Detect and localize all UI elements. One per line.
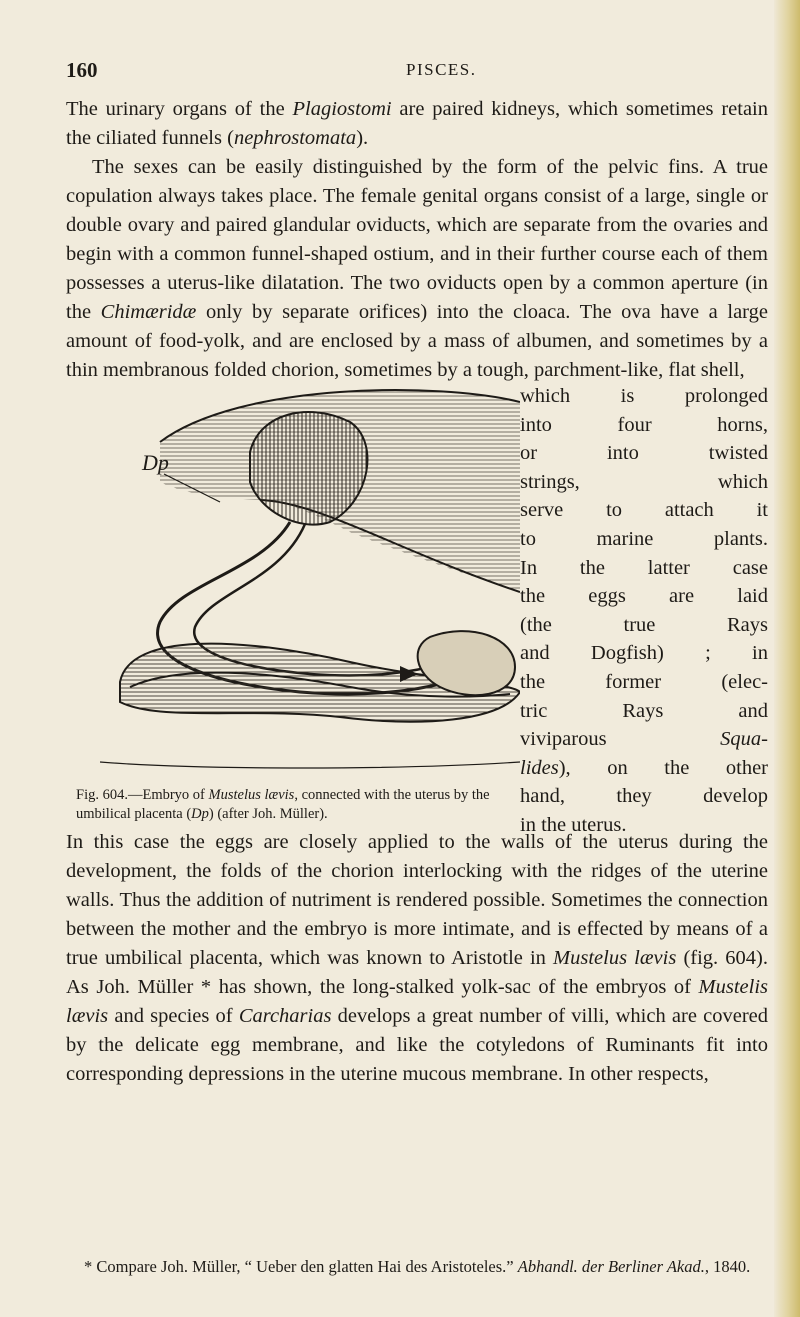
paragraph-placenta: In this case the eggs are closely applied to the walls of the uterus during the development, the folds of the chorion interlocking with the ridges of the uterine walls. Thus the addition of nutriment is rendered possible. Sometimes the connection between the mother and the embryo is more intimate, and is effected by means of a true umbilical placenta, which was known to Aristotle in Mustelus lævis (fig. 604). As Joh. Müller * has shown, the long-stalked yolk-sac of the embryos of Mustelis lævis and species of Carcharias develops a great number of villi, which are covered by the delicate egg membrane, and like the cotyledons of Ruminants fit into corresponding depressions in the uterine mucous membrane. In other respects, [66,831,768,1085]
running-head: PISCES. [406,60,477,79]
wrap-line: strings, which [520,470,768,493]
page-edge [774,0,800,1317]
page-number: 160 [66,58,98,82]
placenta [250,412,367,525]
figure-label-dp: Dp [142,450,169,475]
wrapped-text-column [520,382,768,840]
bottom-paragraph [66,828,768,1089]
wrap-line: tric Rays and [520,699,768,722]
wrap-line: in the uterus. [520,813,627,836]
page-header [66,58,766,82]
wrap-line: and Dogfish) ; in [520,642,768,665]
wrap-line: into four horns, [520,413,768,436]
footnote: * Compare Joh. Müller, “ Ueber den glatten Hai des Aristoteles.” Abhandl. der Berliner Akad., 1840. [84,1257,751,1276]
wrap-line: which is prolonged [520,385,768,407]
wrap-line: lides), on the other [520,756,768,779]
wrap-line: the former (elec- [520,670,768,693]
wrap-line: the eggs are laid [520,585,768,608]
wrap-line: serve to attach it [520,499,768,522]
figure-caption: Fig. 604.—Embryo of Mustelus lævis, connected with the uterus by the umbilical placenta (Dp) (after Joh. Müller). [76,787,490,822]
wrap-line: (the true Rays [520,613,768,636]
figure-604-embryo-illustration [100,382,520,774]
wrap-line: In the latter case [520,556,768,579]
wrap-line: viviparous Squa- [520,728,768,751]
wrap-line: to marine plants. [520,527,768,550]
wrap-line: or into twisted [520,442,768,465]
top-paragraphs [66,95,768,385]
wrap-line: hand, they develop [520,785,768,808]
paragraph-sexes: The sexes can be easily distinguished by the form of the pelvic fins. A true copulation always takes place. The female genital organs consist of a large, single or double ovary and paired glandular oviducts, which are separate from the ovaries and begin with a common funnel-shaped ostium, and in their further course each of them possesses a uterus-like dilatation. The two oviducts open by a common aperture (in the Chimæridæ only by separate orifices) into the cloaca. The ova have a large amount of food-yolk, and are enclosed by a mass of albumen, and sometimes by a thin membranous folded chorion, sometimes by a tough, parchment-like, flat shell, [66,156,768,381]
paragraph-urinary-organs: The urinary organs of the Plagiostomi are paired kidneys, which sometimes retain the ciliated funnels (nephrostomata). [66,98,769,149]
